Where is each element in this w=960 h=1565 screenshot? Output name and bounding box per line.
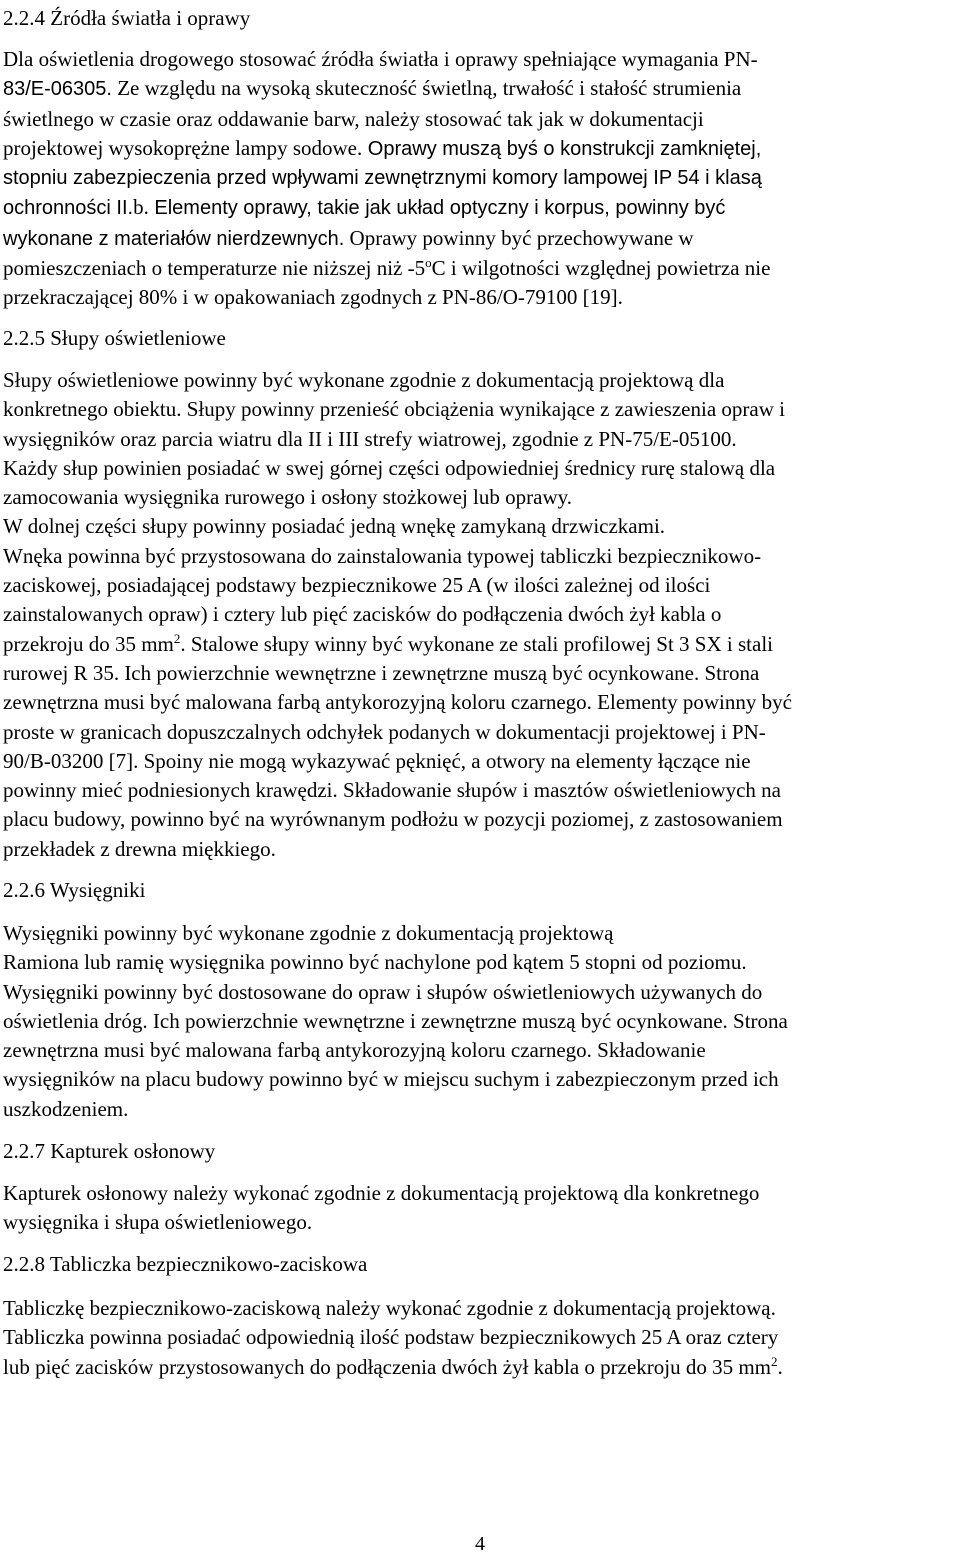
text-run: projektowej wysokoprężne lampy sodowe. [3, 135, 363, 160]
text-line: Tabliczka powinna posiadać odpowiednią ilość podstaw bezpiecznikowych 25 A oraz cztery [3, 1325, 779, 1350]
text-run: Elementy oprawy, takie jak układ optyczny i korpus, powinny być [148, 197, 726, 220]
text-run: 83/E-06305. [3, 78, 112, 101]
text-line: 90/B-03200 [7]. Spoiny nie mogą wykazywać pęknięć, a otwory na elementy łączące nie [3, 748, 751, 773]
text-line: zamocowania wysięgnika rurowego i osłony stożkowej lub oprawy. [3, 485, 572, 510]
text-line [3, 1353, 958, 1382]
text-line: stopniu zabezpieczenia przed wpływami zewnętrznymi komory lampowej IP 54 i klasą [3, 167, 762, 190]
text-line [3, 224, 958, 254]
text-line: konkretnego obiektu. Słupy powinny przenieść obciążenia wynikające z zawieszenia opraw i [3, 397, 785, 422]
text-run: ochronności II. [3, 197, 134, 220]
text-line: wysięgnika i słupa oświetleniowego. [3, 1210, 313, 1235]
paragraph-fuse-terminal-board [3, 1294, 958, 1382]
paragraph-outriggers [3, 919, 958, 1124]
text-line [3, 193, 958, 223]
section-heading-2-2-7: 2.2.7 Kapturek osłonowy [3, 1139, 216, 1163]
text-line: przekraczającej 80% i w opakowaniach zgodnych z PN-86/O-79100 [19]. [3, 285, 623, 310]
text-line: Wnęka powinna być przystosowana do zainstalowania typowej tabliczki bezpiecznikowo- [3, 543, 762, 568]
text-line: placu budowy, powinno być na wyrównanym podłożu w pozycji poziomej, z zastosowaniem [3, 807, 783, 832]
text-line: W dolnej części słupy powinny posiadać jedną wnękę zamykaną drzwiczkami. [3, 514, 666, 539]
text-line: Kapturek osłonowy należy wykonać zgodnie z dokumentacją projektową dla konkretnego [3, 1181, 760, 1205]
text-line: zewnętrzna musi być malowana farbą antykorozyjną koloru czarnego. Składowanie [3, 1038, 706, 1063]
text-line [3, 630, 958, 659]
text-line: Wysięgniki powinny być wykonane zgodnie z dokumentacją projektową [3, 921, 614, 945]
text-line: świetlnego w czasie oraz oddawanie barw, należy stosować tak jak w dokumentacji [3, 106, 704, 131]
text-run: . Stalowe słupy winny być wykonane ze stali profilowej St 3 SX i stali [180, 631, 773, 656]
text-line: rurowej R 35. Ich powierzchnie wewnętrzne i zewnętrzne muszą być ocynkowane. Strona [3, 660, 760, 685]
text-line: wysięgników na placu budowy powinno być w miejscu suchym i zabezpieczonym przed ich [3, 1067, 779, 1092]
text-line: uszkodzeniem. [3, 1096, 129, 1121]
paragraph-light-sources [3, 45, 958, 313]
page-number: 4 [475, 1533, 485, 1555]
text-line: Dla oświetlenia drogowego stosować źródła światła i oprawy spełniające wymagania PN- [3, 47, 758, 71]
text-line: powinny mieć podniesionych krawędzi. Składowanie słupów i masztów oświetleniowych na [3, 778, 782, 803]
text-line: przekładek z drewna miękkiego. [3, 836, 276, 861]
text-run: Oprawy powinny być przechowywane w [344, 225, 694, 250]
text-line: Słupy oświetleniowe powinny być wykonane zgodnie z dokumentacją projektową dla [3, 368, 725, 392]
text-run: przekroju do 35 mm [3, 631, 174, 656]
text-line: zewnętrzna musi być malowana farbą antykorozyjną koloru czarnego. Elementy powinny być [3, 690, 792, 715]
text-line: Tabliczkę bezpiecznikowo-zaciskową należy wykonać zgodnie z dokumentacją projektową. [3, 1296, 776, 1320]
section-heading-2-2-5: 2.2.5 Słupy oświetleniowe [3, 326, 226, 350]
text-line [3, 74, 958, 104]
text-line [3, 254, 958, 283]
superscript: o [425, 255, 432, 271]
paragraph-lighting-poles [3, 366, 958, 864]
text-run: b. [133, 195, 149, 220]
text-line: oświetlenia dróg. Ich powierzchnie wewnętrzne i zewnętrzne muszą być ocynkowane. Strona [3, 1008, 788, 1033]
text-run: pomieszczeniach o temperaturze nie niższej niż -5 [3, 256, 426, 281]
text-run: C i wilgotności względnej powietrza nie [431, 256, 771, 281]
text-line: proste w granicach dopuszczalnych odchyłek podanych w dokumentacji projektowej i PN- [3, 719, 766, 744]
text-line: Każdy słup powinien posiadać w swej górnej części odpowiedniej średnicy rurę stalową dla [3, 455, 776, 480]
text-run: lub pięć zacisków przystosowanych do podłączenia dwóch żył kabla o przekroju do 35 mm [3, 1354, 772, 1379]
paragraph-protective-cap [3, 1179, 958, 1238]
text-line: Ramiona lub ramię wysięgnika powinno być nachylone pod kątem 5 stopni od poziomu. [3, 950, 747, 975]
section-heading-2-2-8: 2.2.8 Tabliczka bezpiecznikowo-zaciskowa [3, 1252, 368, 1276]
text-run: Oprawy muszą byś o konstrukcji zamkniętej, [362, 137, 762, 160]
section-heading-2-2-4: 2.2.4 Źródła światła i oprawy [3, 6, 251, 30]
text-line [3, 134, 958, 164]
text-line: zaciskowej, posiadającej podstawy bezpiecznikowe 25 A (w ilości zależnej od ilości [3, 573, 711, 598]
superscript: 2 [173, 630, 181, 646]
text-run: wykonane z materiałów nierdzewnych. [3, 227, 345, 250]
text-line: Wysięgniki powinny być dostosowane do opraw i słupów oświetleniowych używanych do [3, 979, 763, 1004]
section-heading-2-2-6: 2.2.6 Wysięgniki [3, 878, 146, 902]
superscript: 2 [771, 1353, 778, 1369]
text-run: Ze względu na wysoką skuteczność świetlną, trwałość i stałość strumienia [111, 76, 742, 101]
text-line: wysięgników oraz parcia wiatru dla II i III strefy wiatrowej, zgodnie z PN-75/E-05100. [3, 426, 737, 451]
text-run: . [777, 1354, 783, 1379]
text-line: zainstalowanych opraw) i cztery lub pięć zacisków do podłączenia dwóch żył kabla o [3, 602, 722, 627]
